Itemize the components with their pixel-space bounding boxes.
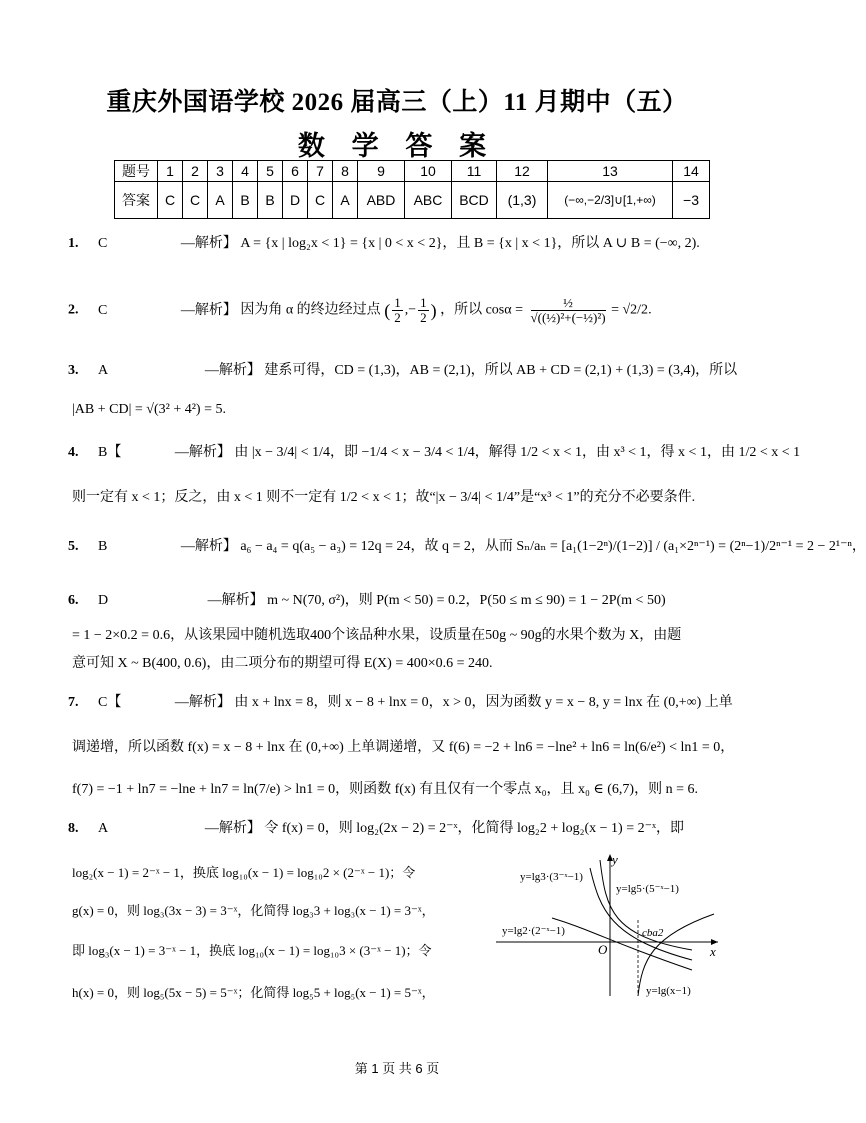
question-number: 6. xyxy=(68,593,79,608)
number-cell: 2 xyxy=(183,161,208,182)
question-number: 3. xyxy=(68,363,79,378)
solution-7 xyxy=(68,694,733,712)
answer-cell: (−∞,−2/3]∪[1,+∞) xyxy=(548,182,673,219)
function-graph-figure xyxy=(492,850,726,1000)
solution-8-line3: 即 log₃(x − 1) = 3⁻ˣ − 1，换底 log₁₀(x − 1) = log₁₀3 × (3⁻ˣ − 1)；令 xyxy=(72,943,432,958)
analysis-tag: —解析】 xyxy=(180,539,237,554)
number-cell: 4 xyxy=(233,161,258,182)
question-number: 7. xyxy=(68,695,79,710)
number-cell: 3 xyxy=(208,161,233,182)
analysis-tag: —解析】 xyxy=(180,302,237,318)
solution-text: 由 |x − 3/4| < 1/4，即 −1/4 < x − 3/4 < 1/4，解得 1/2 < x < 1，由 x³ < 1，得 x < 1，由 1/2 < x < 1 xyxy=(234,445,801,460)
answer-cell: C xyxy=(183,182,208,219)
solution-4-cont: 则一定有 x < 1；反之，由 x < 1 则不一定有 1/2 < x < 1；故“|x − 3/4| < 1/4”是“x³ < 1”的充分不必要条件. xyxy=(72,490,696,505)
solution-6 xyxy=(68,592,666,610)
answer-cell: D xyxy=(283,182,308,219)
solution-5 xyxy=(68,538,866,556)
page-subtitle: 数 学 答 案 xyxy=(297,131,497,161)
solution-text: 因为角 α 的终边经过点 xyxy=(240,302,381,318)
curve-label: y=lg3·(3⁻ˣ−1) xyxy=(520,871,583,883)
zero-point-labels: cba2 xyxy=(642,927,664,939)
analysis-tag: —解析】 xyxy=(207,593,264,608)
solution-3-cont: |AB + CD| = √(3² + 4²) = 5. xyxy=(72,402,226,417)
number-cell: 6 xyxy=(283,161,308,182)
answer-cell: BCD xyxy=(452,182,497,219)
answer-cell: B xyxy=(233,182,258,219)
answer-cell: −3 xyxy=(673,182,710,219)
question-answer: C xyxy=(98,302,108,318)
number-cell: 10 xyxy=(405,161,452,182)
solution-8-line1: log₂(x − 1) = 2⁻ˣ − 1，换底 log₁₀(x − 1) = log₁₀2 × (2⁻ˣ − 1)；令 xyxy=(72,865,416,880)
answer-cell: ABD xyxy=(358,182,405,219)
question-number: 2. xyxy=(68,302,79,318)
answer-table-number-row xyxy=(115,161,710,182)
question-number: 5. xyxy=(68,539,79,554)
answer-cell: A xyxy=(333,182,358,219)
question-answer: D xyxy=(98,593,109,608)
number-cell: 5 xyxy=(258,161,283,182)
solution-4 xyxy=(68,444,800,462)
number-cell: 14 xyxy=(673,161,710,182)
answer-table-answer-row xyxy=(115,182,710,219)
number-cell: 13 xyxy=(548,161,673,182)
origin-label: O xyxy=(598,942,608,957)
solution-text: m ~ N(70, σ²)，则 P(m < 50) = 0.2，P(50 ≤ m ≤ 90) = 1 − 2P(m < 50) xyxy=(267,593,666,608)
answer-cell: A xyxy=(208,182,233,219)
solution-3 xyxy=(68,362,737,380)
answer-table xyxy=(114,160,710,219)
curve-label: y=lg5·(5⁻ˣ−1) xyxy=(616,883,679,895)
question-number: 1. xyxy=(68,236,79,251)
solution-6-cont2: 意可知 X ~ B(400, 0.6)，由二项分布的期望可得 E(X) = 400×0.6 = 240. xyxy=(72,656,493,671)
solution-text: 由 x + lnx = 8，则 x − 8 + lnx = 0，x > 0，因为函数 y = x − 8, y = lnx 在 (0,+∞) 上单 xyxy=(234,695,733,710)
solution-8-line4: h(x) = 0，则 log₅(5x − 5) = 5⁻ˣ；化简得 log₅5 + log₅(x − 1) = 5⁻ˣ， xyxy=(72,985,435,1000)
number-cell: 12 xyxy=(497,161,548,182)
answer-cell: B xyxy=(258,182,283,219)
answer-cell: C xyxy=(158,182,183,219)
page-title: 重庆外国语学校 2026 届高三（上）11 月期中（五） xyxy=(106,89,688,116)
curve-label: y=lg(x−1) xyxy=(646,985,691,997)
row-label-number: 题号 xyxy=(115,161,158,182)
question-number: 4. xyxy=(68,445,79,460)
question-answer: B【 xyxy=(98,445,122,460)
curve-label: y=lg2·(2⁻ˣ−1) xyxy=(502,925,565,937)
answer-cell: (1,3) xyxy=(497,182,548,219)
page-footer: 第 1 页 共 6 页 xyxy=(354,1061,440,1076)
answer-cell: ABC xyxy=(405,182,452,219)
frac-den: 2 xyxy=(394,310,401,325)
frac-den: 2 xyxy=(420,310,427,325)
answer-cell: C xyxy=(308,182,333,219)
solution-7-cont1: 调递增，所以函数 f(x) = x − 8 + lnx 在 (0,+∞) 上单调递增，又 f(6) = −2 + ln6 = −lne² + ln6 = ln(6/e²) < ln1 = 0， xyxy=(72,740,735,755)
solution-8-line2: g(x) = 0，则 log₃(3x − 3) = 3⁻ˣ，化简得 log₃3 + log₃(x − 1) = 3⁻ˣ， xyxy=(72,903,435,918)
curve-lg2 xyxy=(552,918,692,970)
question-answer: B xyxy=(98,539,108,554)
number-cell: 9 xyxy=(358,161,405,182)
solution-7-cont2: f(7) = −1 + ln7 = −lne + ln7 = ln(7/e) > ln1 = 0，则函数 f(x) 有且仅有一个零点 x₀，且 x₀ ∈ (6,7)，则 n = 6. xyxy=(72,782,698,797)
y-axis-label: y xyxy=(612,852,618,867)
frac-num: 1 xyxy=(394,295,401,310)
question-answer: C【 xyxy=(98,695,122,710)
analysis-tag: —解析】 xyxy=(204,363,261,378)
solution-2: 2. C —解析】 因为角 α 的终边经过点 ( $\frac{1}{2}$ ,− $\frac{1}{2}$ ) ，所以 cosα = $\frac{\text{½}}{\text{√((½)²+(−½)²)}}$ = √2/2. xyxy=(68,295,652,325)
number-cell: 7 xyxy=(308,161,333,182)
analysis-tag: —解析】 xyxy=(180,236,237,251)
x-axis-label: x xyxy=(710,944,716,959)
analysis-tag: —解析】 xyxy=(174,445,231,460)
frac-num: 1 xyxy=(420,295,427,310)
solution-text: 令 f(x) = 0，则 log₂(2x − 2) = 2⁻ˣ，化简得 log₂2 + log₂(x − 1) = 2⁻ˣ，即 xyxy=(264,821,685,836)
question-answer: A xyxy=(98,363,108,378)
solution-text: ，所以 cosα = xyxy=(440,302,523,318)
question-answer: C xyxy=(98,236,108,251)
row-label-answer: 答案 xyxy=(115,182,158,219)
number-cell: 1 xyxy=(158,161,183,182)
analysis-tag: —解析】 xyxy=(174,695,231,710)
solution-text: A = {x | log₂x < 1} = {x | 0 < x < 2}，且 B = {x | x < 1}，所以 A ∪ B = (−∞, 2). xyxy=(240,236,700,251)
solution-text: a₆ − a₄ = q(a₅ − a₃) = 12q = 24，故 q = 2，从而 Sₙ/aₙ = [a₁(1−2ⁿ)/(1−2)] / (a₁×2ⁿ⁻¹) = (2ⁿ−1)/2ⁿ⁻¹ = 2 − 2¹⁻ⁿ， xyxy=(240,539,866,554)
question-number: 8. xyxy=(68,821,79,836)
solution-result: √2/2 xyxy=(622,302,649,318)
solution-6-cont1: = 1 − 2×0.2 = 0.6，从该果园中随机选取400个该品种水果，设质量在50g ~ 90g的水果个数为 X，由题 xyxy=(72,628,682,643)
solution-8 xyxy=(68,820,684,838)
solution-1 xyxy=(68,235,700,253)
number-cell: 11 xyxy=(452,161,497,182)
question-answer: A xyxy=(98,821,108,836)
number-cell: 8 xyxy=(333,161,358,182)
analysis-tag: —解析】 xyxy=(204,821,261,836)
solution-text: 建系可得，CD = (1,3)，AB = (2,1)，所以 AB + CD = (2,1) + (1,3) = (3,4)，所以 xyxy=(264,363,738,378)
